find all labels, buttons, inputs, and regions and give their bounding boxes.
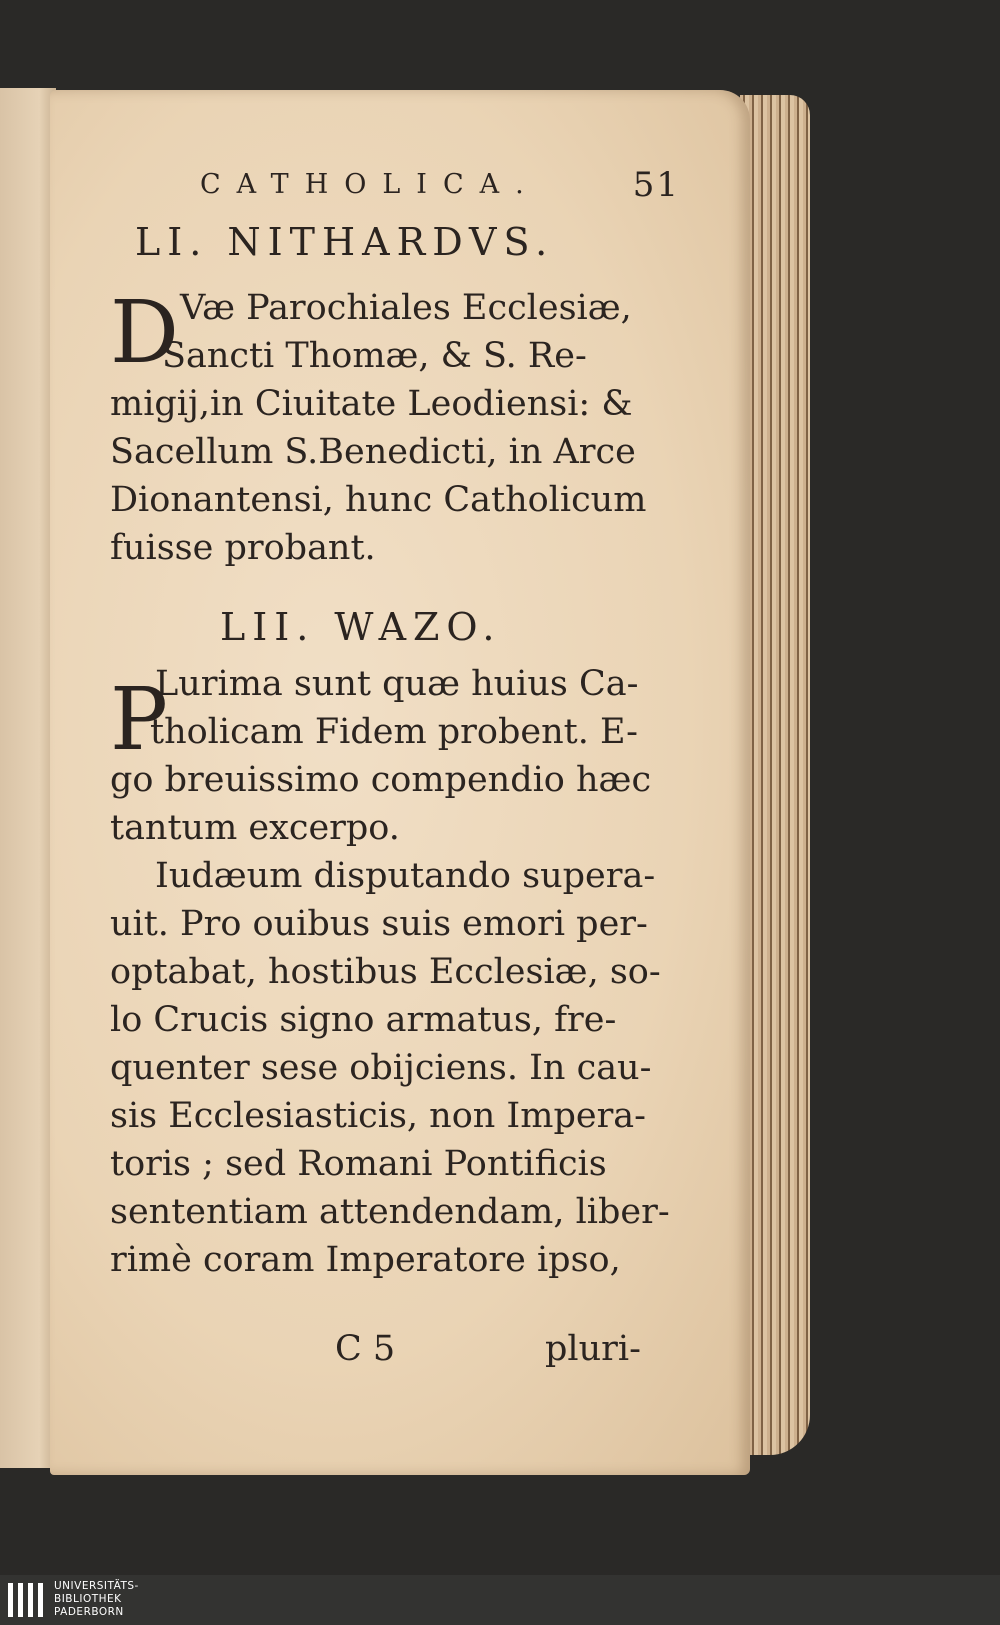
section-heading-nithardus: LI. NITHARDVS. bbox=[135, 220, 555, 264]
signature-mark: C 5 bbox=[335, 1329, 396, 1369]
text-line: sententiam attendendam, liber- bbox=[110, 1192, 670, 1232]
drop-cap-p: P bbox=[110, 670, 168, 770]
running-head-title: CATHOLICA. bbox=[200, 169, 540, 200]
text-line: toris ; sed Romani Pontificis bbox=[110, 1144, 607, 1184]
text-line: tholicam Fidem probent. E- bbox=[150, 712, 638, 752]
text-line: Væ Parochiales Ecclesiæ, bbox=[180, 288, 632, 328]
text-line: Lurima sunt quæ huius Ca- bbox=[155, 664, 639, 704]
text-line: Sacellum S.Benedicti, in Arce bbox=[110, 432, 636, 472]
text-line: Sancti Thomæ, & S. Re- bbox=[162, 336, 587, 376]
text-line: uit. Pro ouibus suis emori per- bbox=[110, 904, 648, 944]
library-name-line: PADERBORN bbox=[54, 1606, 124, 1618]
library-name-line: UNIVERSITÄTS- bbox=[54, 1580, 139, 1592]
library-name bbox=[54, 1580, 139, 1619]
page-number: 51 bbox=[632, 165, 680, 205]
library-footer bbox=[0, 1575, 1000, 1625]
catchword: pluri- bbox=[545, 1329, 641, 1369]
text-line: go breuissimo compendio hæc bbox=[110, 760, 652, 800]
book-page bbox=[50, 90, 750, 1475]
text-line: fuisse probant. bbox=[110, 528, 376, 568]
section-heading-wazo: LII. WAZO. bbox=[220, 605, 502, 649]
text-line: Dionantensi, hunc Catholicum bbox=[110, 480, 647, 520]
text-line: sis Ecclesiasticis, non Impera- bbox=[110, 1096, 646, 1136]
library-name-line: BIBLIOTHEK bbox=[54, 1593, 122, 1605]
page-stack-edges bbox=[740, 95, 810, 1455]
text-line: optabat, hostibus Ecclesiæ, so- bbox=[110, 952, 661, 992]
running-head bbox=[200, 160, 680, 210]
text-line: migij,in Ciuitate Leodiensi: & bbox=[110, 384, 633, 424]
text-line: rimè coram Imperatore ipso, bbox=[110, 1240, 621, 1280]
text-line: Iudæum disputando supera- bbox=[155, 856, 656, 896]
text-line: lo Crucis signo armatus, fre- bbox=[110, 1000, 617, 1040]
left-page-edge bbox=[0, 88, 56, 1468]
library-logo-icon bbox=[8, 1583, 44, 1617]
text-line: quenter sese obijciens. In cau- bbox=[110, 1048, 652, 1088]
text-line: tantum excerpo. bbox=[110, 808, 400, 848]
drop-cap-d: D bbox=[110, 283, 179, 383]
